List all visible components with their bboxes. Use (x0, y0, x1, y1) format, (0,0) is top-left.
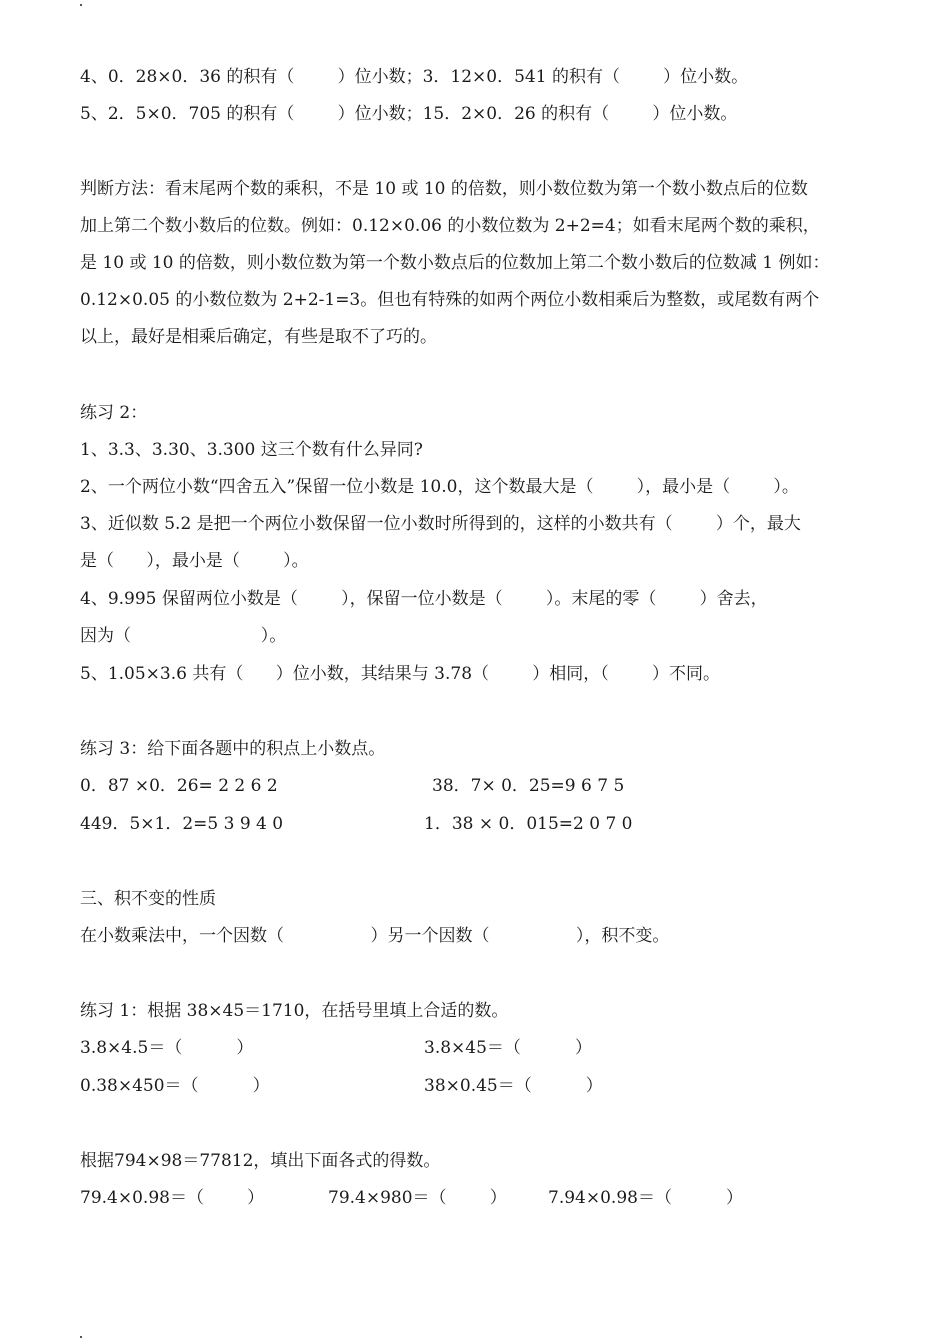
practice3-row1-right: 38．7× 0．25=9 6 7 5 (432, 776, 625, 796)
method-line-3: 是 10 或 10 的倍数，则小数位数为第一个数小数点后的位数加上第二个数小数后的位数减 1 例如： (80, 253, 830, 273)
practice2-q3-line2: 是（ ），最小是（ ）。 (80, 551, 309, 571)
section3-title: 三、积不变的性质 (80, 889, 216, 909)
section3-statement: 在小数乘法中，一个因数（ ）另一个因数（ ），积不变。 (80, 926, 670, 946)
final-expr-3: 7.94×0.98＝（ ） (548, 1188, 743, 1208)
q4-decimal-places: 4、0．28×0．36 的积有（ ）位小数；3．12×0．541 的积有（ ）位小数。 (80, 67, 749, 87)
practice3-row2-right: 1．38 × 0．015=2 0 7 0 (424, 814, 633, 834)
practice1-title: 练习 1：根据 38×45＝1710，在括号里填上合适的数。 (80, 1001, 509, 1021)
final-expr-2: 79.4×980＝（ ） (328, 1188, 507, 1208)
practice1-row2-right: 38×0.45＝（ ） (424, 1076, 603, 1096)
practice2-q4-line1: 4、9.995 保留两位小数是（ ），保留一位小数是（ ）。末尾的零（ ）舍去， (80, 589, 768, 609)
method-line-5: 以上，最好是相乘后确定，有些是取不了巧的。 (80, 327, 437, 347)
practice2-q5: 5、1.05×3.6 共有（ ）位小数，其结果与 3.78（ ）相同，（ ）不同。 (80, 664, 720, 684)
practice1-row1-left: 3.8×4.5＝（ ） (80, 1038, 254, 1058)
practice2-title: 练习 2： (80, 403, 148, 423)
practice2-q3-line1: 3、近似数 5.2 是把一个两位小数保留一位小数时所得到的，这样的小数共有（ ）个，最大 (80, 514, 801, 534)
method-line-2: 加上第二个数小数后的位数。例如：0.12×0.06 的小数位数为 2+2=4；如看末尾两个数的乘积， (80, 216, 820, 236)
practice3-row1-left: 0．87 ×0．26= 2 2 6 2 (80, 776, 278, 796)
practice1-row2-left: 0.38×450＝（ ） (80, 1076, 270, 1096)
final-title: 根据794×98＝77812，填出下面各式的得数。 (80, 1151, 441, 1171)
practice3-title: 练习 3：给下面各题中的积点上小数点。 (80, 739, 386, 759)
final-expr-1: 79.4×0.98＝（ ） (80, 1188, 265, 1208)
practice3-row2-left: 449．5×1．2=5 3 9 4 0 (80, 814, 284, 834)
practice1-row1-right: 3.8×45＝（ ） (424, 1038, 592, 1058)
corner-mark-top (80, 4, 82, 6)
practice2-q2: 2、一个两位小数“四舍五入”保留一位小数是 10.0，这个数最大是（ ），最小是（ ）。 (80, 477, 799, 497)
practice2-q4-line2: 因为（ ）。 (80, 626, 287, 646)
corner-mark-bottom (80, 1336, 82, 1338)
method-line-1: 判断方法：看末尾两个数的乘积，不是 10 或 10 的倍数，则小数位数为第一个数小数点后的位数 (80, 179, 808, 199)
practice2-q1: 1、3.3、3.30、3.300 这三个数有什么异同? (80, 440, 423, 460)
q5-decimal-places: 5、2．5×0．705 的积有（ ）位小数；15．2×0．26 的积有（ ）位小数。 (80, 104, 738, 124)
method-line-4: 0.12×0.05 的小数位数为 2+2-1=3。但也有特殊的如两个两位小数相乘后为整数，或尾数有两个 (80, 290, 820, 310)
